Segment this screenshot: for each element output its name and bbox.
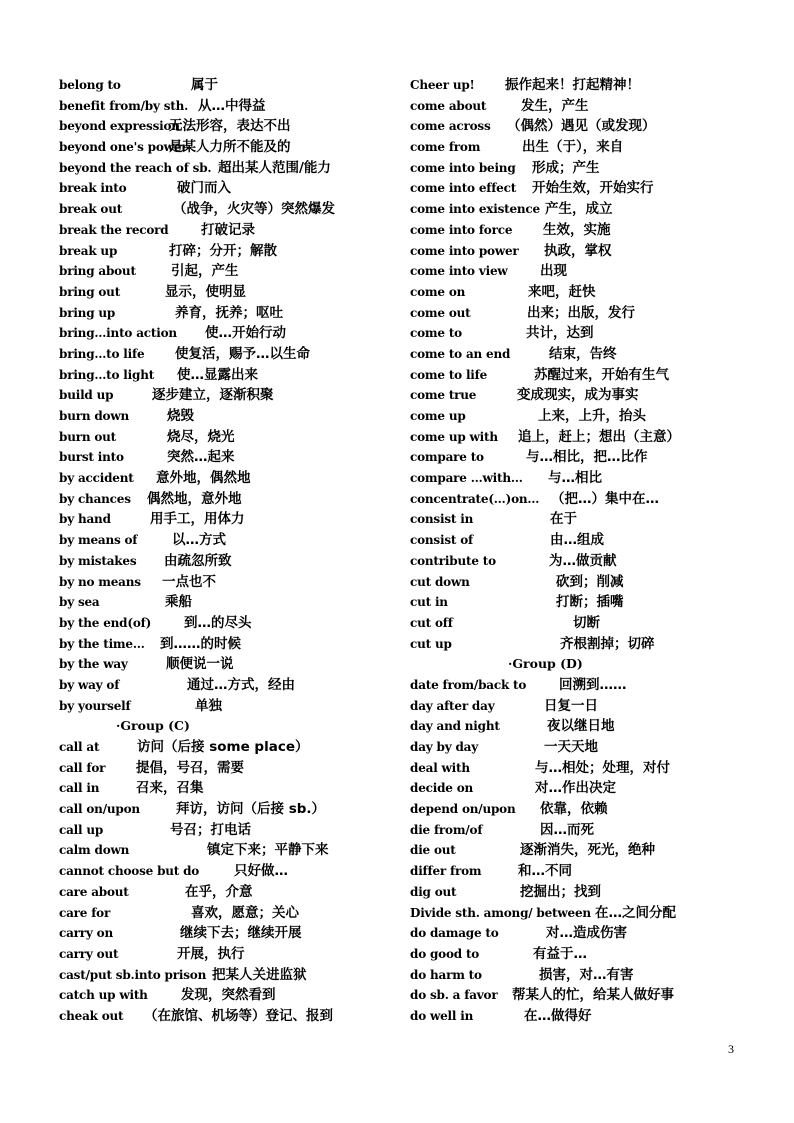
english-phrase: day by day: [410, 740, 478, 754]
english-phrase: come out: [410, 305, 471, 320]
phrase-entry: [59, 220, 389, 241]
phrase-entry: [59, 861, 389, 882]
english-phrase: break into: [59, 181, 127, 196]
english-phrase: break up: [59, 243, 118, 258]
chinese-meaning: 因…而死: [540, 821, 594, 838]
chinese-meaning: 由…组成: [550, 532, 604, 549]
chinese-meaning: 超出某人范围/能力: [218, 159, 331, 176]
chinese-meaning: 逐渐消失，死光，绝种: [520, 842, 655, 859]
chinese-meaning: （战争，火灾等）突然爆发: [173, 201, 335, 218]
english-phrase: by the time…: [59, 636, 145, 651]
english-phrase: by the end(of): [59, 615, 152, 630]
phrase-entry: [59, 799, 389, 820]
english-phrase: bring…to light: [59, 367, 155, 382]
phrase-entry: [410, 820, 740, 841]
chinese-meaning: 使复活，赐予…以生命: [175, 345, 310, 362]
phrase-entry: [410, 696, 740, 717]
english-phrase: by accident: [59, 471, 134, 486]
english-phrase: belong to: [59, 78, 121, 92]
phrase-entry: [59, 137, 389, 158]
chinese-meaning: 从…中得益: [198, 97, 266, 114]
chinese-meaning: 使…显露出来: [177, 366, 258, 383]
english-phrase: come into effect: [410, 181, 517, 196]
phrase-entry: [410, 261, 740, 282]
phrase-entry: [410, 840, 740, 861]
english-phrase: by the way: [59, 657, 128, 672]
phrase-entry: [410, 282, 740, 303]
english-phrase: calm down: [59, 843, 130, 858]
phrase-entry: [59, 509, 389, 530]
english-phrase: concentrate(…)on…: [410, 491, 540, 506]
chinese-meaning: 执政，掌权: [544, 242, 612, 259]
english-phrase: cut down: [410, 574, 470, 589]
english-phrase: come to life: [410, 367, 488, 382]
phrase-entry: [59, 427, 389, 448]
english-phrase: call on/upon: [59, 802, 140, 817]
english-phrase: come from: [410, 140, 481, 155]
chinese-meaning: 为…做贡献: [549, 552, 617, 569]
phrase-entry: [410, 737, 740, 758]
chinese-meaning: 来吧，赶快: [528, 283, 596, 300]
phrase-entry: [410, 675, 740, 696]
chinese-meaning: 顺便说一说: [166, 656, 234, 673]
english-phrase: carry out: [59, 946, 119, 961]
english-phrase: die out: [410, 843, 456, 858]
english-phrase: come on: [410, 284, 466, 299]
english-phrase: come about: [410, 98, 487, 113]
phrase-entry: [410, 944, 740, 965]
english-phrase: day and night: [410, 719, 500, 734]
chinese-meaning: （把…）集中在…: [551, 490, 659, 507]
english-phrase: by no means: [59, 574, 141, 589]
chinese-meaning: 是某人力所不能及的: [169, 139, 291, 156]
phrase-entry: [59, 406, 389, 427]
phrase-entry: [410, 509, 740, 530]
group-heading-row: [410, 654, 740, 675]
phrase-entry: [59, 965, 389, 986]
phrase-entry: [410, 965, 740, 986]
english-phrase: break the record: [59, 222, 169, 237]
chinese-meaning: 结束，告终: [549, 345, 617, 362]
english-phrase: date from/back to: [410, 677, 527, 692]
english-phrase: cut up: [410, 636, 452, 651]
chinese-meaning: 号召；打电话: [170, 821, 251, 838]
phrase-entry: [59, 199, 389, 220]
phrase-entry: [59, 178, 389, 199]
chinese-meaning: 上来，上升，抬头: [538, 408, 646, 424]
english-phrase: burst into: [59, 450, 124, 465]
phrase-entry: [59, 654, 389, 675]
chinese-meaning: 只好做…: [234, 863, 288, 880]
english-phrase: by sea: [59, 595, 100, 610]
chinese-meaning: （偶然）遇见（或发现）: [507, 118, 656, 135]
chinese-meaning: 砍到；削减: [556, 573, 624, 590]
phrase-entry: [59, 489, 389, 510]
english-phrase: consist of: [410, 533, 473, 548]
english-phrase: come up: [410, 409, 466, 423]
phrase-entry: [59, 116, 389, 137]
chinese-meaning: 开始生效，开始实行: [532, 180, 654, 197]
phrase-entry: [410, 427, 740, 448]
english-phrase: deal with: [410, 760, 470, 775]
english-phrase: come into power: [410, 243, 519, 258]
english-phrase: call in: [59, 781, 100, 796]
english-phrase: call for: [59, 760, 106, 775]
phrase-entry: [59, 634, 389, 655]
phrase-entry: [59, 551, 389, 572]
chinese-meaning: 在…做得好: [524, 1007, 592, 1024]
chinese-meaning: 发生，产生: [521, 97, 589, 114]
chinese-meaning: 与…相比: [548, 470, 602, 487]
chinese-meaning: 突然…起来: [167, 449, 235, 466]
english-phrase: day after day: [410, 698, 495, 713]
chinese-meaning: 一天天地: [544, 739, 598, 755]
phrase-entry: [59, 737, 389, 758]
phrase-entry: [59, 923, 389, 944]
phrase-entry: [59, 882, 389, 903]
chinese-meaning: 打破记录: [201, 221, 255, 238]
english-phrase: cut off: [410, 615, 453, 630]
english-phrase: cannot choose but do: [59, 864, 200, 879]
chinese-meaning: 有益于…: [533, 945, 587, 962]
chinese-meaning: 与…相处；处理，对付: [535, 759, 670, 776]
phrase-entry: [59, 447, 389, 468]
phrase-entry: [410, 365, 740, 386]
group-heading: ·Group (C): [116, 718, 190, 734]
english-phrase: carry on: [59, 926, 114, 941]
english-phrase: catch up with: [59, 988, 148, 1003]
phrase-entry: [410, 985, 740, 1006]
phrase-entry: [59, 985, 389, 1006]
phrase-entry: [410, 1006, 740, 1027]
english-phrase: dig out: [410, 884, 457, 899]
english-phrase: cheak out: [59, 1008, 124, 1023]
english-phrase: come to an end: [410, 346, 511, 361]
phrase-entry: [410, 116, 740, 137]
chinese-meaning: 打断；插嘴: [556, 594, 624, 611]
chinese-meaning: 回溯到……: [559, 676, 627, 693]
phrase-entry: [410, 178, 740, 199]
english-phrase: decide on: [410, 781, 474, 796]
english-phrase: beyond expression: [59, 119, 180, 134]
phrase-entry: [59, 385, 389, 406]
phrase-entry: [410, 406, 740, 427]
chinese-meaning: 用手工，用体力: [150, 511, 245, 528]
english-phrase: come into force: [410, 222, 513, 237]
english-phrase: by means of: [59, 533, 138, 548]
chinese-meaning: 对…作出决定: [535, 780, 616, 797]
english-phrase: beyond one's power: [59, 140, 188, 155]
chinese-meaning: 齐根割掉；切碎: [560, 635, 655, 652]
chinese-meaning: 破门而入: [177, 180, 231, 197]
phrase-entry: [59, 282, 389, 303]
chinese-meaning: 乘船: [165, 594, 192, 611]
phrase-entry: [59, 778, 389, 799]
english-phrase: benefit from/by sth.: [59, 98, 189, 113]
chinese-meaning: 喜欢，愿意；关心: [191, 904, 299, 921]
chinese-meaning: 振作起来！打起精神！: [505, 77, 640, 93]
english-phrase: come to: [410, 326, 462, 341]
right-column: [410, 75, 740, 1027]
chinese-meaning: （在旅馆、机场等）登记、报到: [144, 1007, 333, 1024]
phrase-entry: [410, 96, 740, 117]
chinese-meaning: 日复一日: [544, 697, 598, 714]
phrase-entry: [59, 323, 389, 344]
chinese-meaning: 烧毁: [167, 408, 194, 424]
english-phrase: care about: [59, 884, 129, 899]
english-phrase: depend on/upon: [410, 802, 516, 817]
phrase-entry: [410, 489, 740, 510]
phrase-entry: [410, 241, 740, 262]
english-phrase: come into existence: [410, 202, 540, 217]
english-phrase: by way of: [59, 677, 120, 692]
chinese-meaning: 和…不同: [518, 863, 572, 880]
phrase-entry: [59, 592, 389, 613]
chinese-meaning: 出来；出版，发行: [527, 304, 635, 321]
chinese-meaning: 在于: [550, 511, 577, 528]
english-phrase: come into being: [410, 160, 516, 175]
phrase-entry: [410, 303, 740, 324]
chinese-meaning: 以…方式: [172, 532, 226, 549]
english-phrase: do well in: [410, 1008, 474, 1023]
chinese-meaning: 切断: [573, 614, 600, 631]
chinese-meaning: 继续下去；继续开展: [180, 925, 302, 942]
phrase-entry: [410, 572, 740, 593]
chinese-meaning: 烧尽，烧光: [167, 428, 235, 445]
phrase-entry: [59, 944, 389, 965]
chinese-meaning: 追上，赶上；想出（主意）: [518, 428, 680, 445]
phrase-entry: [59, 158, 389, 179]
english-phrase: come into view: [410, 264, 508, 279]
phrase-entry: [410, 75, 740, 96]
phrase-entry: [410, 323, 740, 344]
phrase-entry: [410, 799, 740, 820]
chinese-meaning: 对…造成伤害: [546, 925, 627, 942]
english-phrase: Cheer up!: [410, 78, 475, 92]
group-heading-row: [59, 716, 389, 737]
english-phrase: build up: [59, 388, 114, 403]
group-heading: ·Group (D): [508, 656, 583, 672]
chinese-meaning: 访问（后接 some place）: [137, 739, 309, 755]
page-number: 3: [728, 1042, 734, 1056]
chinese-meaning: 由疏忽所致: [164, 552, 232, 569]
phrase-entry: [410, 716, 740, 737]
phrase-entry: [59, 365, 389, 386]
english-phrase: die from/of: [410, 822, 483, 837]
phrase-entry: [59, 75, 389, 96]
chinese-meaning: 形成；产生: [532, 159, 600, 176]
chinese-meaning: 拜访，访问（后接 sb.）: [176, 801, 326, 818]
chinese-meaning: 夜以继日地: [547, 718, 615, 735]
chinese-meaning: 通过…方式，经由: [187, 676, 295, 693]
phrase-entry: [410, 592, 740, 613]
chinese-meaning: 变成现实，成为事实: [517, 387, 639, 404]
chinese-meaning: 出生（于），来自: [522, 139, 624, 156]
chinese-meaning: 出现: [540, 263, 567, 280]
chinese-meaning: 意外地，偶然地: [156, 470, 251, 487]
english-phrase: bring…into action: [59, 326, 177, 341]
phrase-entry: [410, 923, 740, 944]
phrase-entry: [410, 551, 740, 572]
english-phrase: do sb. a favor: [410, 988, 498, 1003]
phrase-entry: [410, 861, 740, 882]
chinese-meaning: 打碎；分开；解散: [169, 242, 277, 259]
english-phrase: come up with: [410, 429, 498, 444]
chinese-meaning: 偶然地，意外地: [147, 490, 242, 507]
chinese-meaning: 到……的时候: [160, 635, 241, 652]
phrase-entry: [59, 820, 389, 841]
english-phrase: by hand: [59, 512, 111, 527]
chinese-meaning: 开展，执行: [177, 945, 245, 962]
english-phrase: consist in: [410, 512, 474, 527]
phrase-entry: [410, 903, 740, 924]
chinese-meaning: 单独: [195, 697, 222, 714]
phrase-entry: [410, 530, 740, 551]
chinese-meaning: 共计，达到: [526, 325, 594, 342]
chinese-meaning: 损害，对…有害: [539, 966, 634, 983]
chinese-meaning: 帮某人的忙，给某人做好事: [512, 987, 674, 1004]
english-phrase: by yourself: [59, 698, 131, 713]
english-phrase: differ from: [410, 864, 482, 879]
phrase-entry: [410, 344, 740, 365]
english-phrase: come across: [410, 119, 491, 134]
english-phrase: do harm to: [410, 967, 482, 982]
phrase-entry: [410, 758, 740, 779]
phrase-entry: [59, 261, 389, 282]
phrase-entry: [410, 882, 740, 903]
chinese-meaning: 生效，实施: [543, 221, 611, 238]
phrase-entry: [59, 468, 389, 489]
phrase-entry: [59, 303, 389, 324]
chinese-meaning: 挖掘出；找到: [520, 883, 601, 900]
phrase-entry: [410, 385, 740, 406]
phrase-entry: [59, 1006, 389, 1027]
english-phrase: bring out: [59, 284, 121, 299]
chinese-meaning: 养育，抚养；呕吐: [175, 304, 283, 321]
phrase-entry: [59, 344, 389, 365]
english-phrase: by mistakes: [59, 553, 137, 568]
phrase-entry: [410, 220, 740, 241]
phrase-entry: [59, 840, 389, 861]
english-phrase: come true: [410, 388, 477, 403]
chinese-meaning: 在…之间分配: [595, 904, 676, 921]
chinese-meaning: 引起，产生: [171, 263, 239, 280]
english-phrase: burn down: [59, 409, 129, 423]
phrase-entry: [59, 903, 389, 924]
phrase-entry: [59, 613, 389, 634]
english-phrase: break out: [59, 202, 123, 217]
english-phrase: bring about: [59, 264, 136, 279]
chinese-meaning: 与…相比，把…比作: [526, 449, 648, 466]
english-phrase: bring…to life: [59, 346, 145, 361]
chinese-meaning: 使…开始行动: [205, 325, 286, 342]
english-phrase: by chances: [59, 491, 131, 506]
english-phrase: care for: [59, 905, 111, 920]
phrase-entry: [410, 778, 740, 799]
chinese-meaning: 把某人关进监狱: [212, 966, 307, 983]
english-phrase: bring up: [59, 305, 116, 320]
chinese-meaning: 召来，召集: [136, 780, 204, 797]
english-phrase: do damage to: [410, 926, 499, 941]
chinese-meaning: 产生，成立: [545, 201, 613, 218]
phrase-entry: [410, 199, 740, 220]
english-phrase: call up: [59, 822, 104, 837]
chinese-meaning: 逐步建立，逐渐积聚: [152, 387, 274, 404]
phrase-entry: [410, 468, 740, 489]
phrase-entry: [410, 634, 740, 655]
left-column: [59, 75, 389, 1027]
english-phrase: compare …with…: [410, 471, 523, 486]
chinese-meaning: 苏醒过来，开始有生气: [534, 366, 669, 383]
chinese-meaning: 镇定下来；平静下来: [207, 842, 329, 859]
chinese-meaning: 到…的尽头: [184, 614, 252, 631]
chinese-meaning: 依靠，依赖: [540, 801, 608, 818]
english-phrase: beyond the reach of sb.: [59, 160, 212, 175]
chinese-meaning: 无法形容，表达不出: [169, 118, 291, 135]
chinese-meaning: 属于: [191, 77, 218, 93]
english-phrase: call at: [59, 740, 100, 754]
phrase-entry: [59, 96, 389, 117]
english-phrase: compare to: [410, 450, 484, 465]
phrase-entry: [410, 613, 740, 634]
phrase-entry: [59, 530, 389, 551]
chinese-meaning: 提倡，号召，需要: [136, 759, 244, 776]
phrase-entry: [59, 696, 389, 717]
phrase-entry: [59, 758, 389, 779]
english-phrase: cast/put sb.into prison: [59, 967, 207, 982]
phrase-entry: [410, 137, 740, 158]
phrase-entry: [59, 572, 389, 593]
english-phrase: do good to: [410, 946, 480, 961]
english-phrase: cut in: [410, 595, 448, 610]
english-phrase: burn out: [59, 429, 117, 444]
chinese-meaning: 显示，使明显: [165, 283, 246, 300]
chinese-meaning: 发现，突然看到: [181, 987, 276, 1004]
phrase-entry: [59, 675, 389, 696]
english-phrase: Divide sth. among/ between: [410, 905, 591, 920]
phrase-entry: [410, 447, 740, 468]
english-phrase: contribute to: [410, 553, 496, 568]
phrase-entry: [410, 158, 740, 179]
phrase-entry: [59, 241, 389, 262]
chinese-meaning: 一点也不: [162, 573, 216, 590]
chinese-meaning: 在乎，介意: [185, 883, 253, 900]
